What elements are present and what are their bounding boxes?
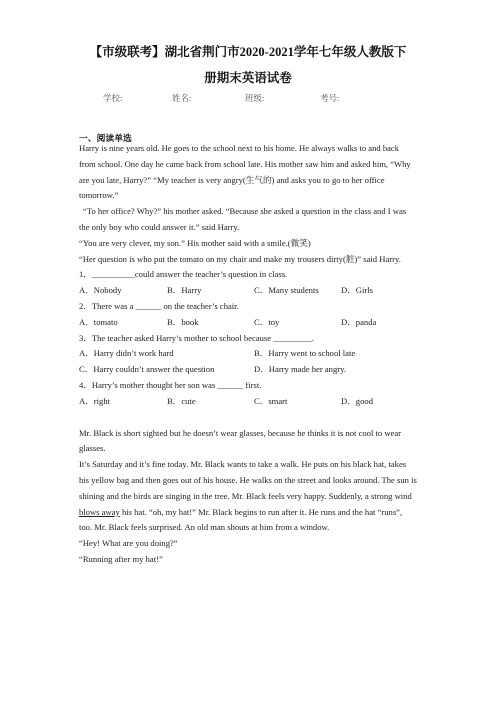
school-label: 学校:	[103, 93, 123, 103]
exam-number-label: 考号:	[320, 93, 340, 103]
option-d: D．Harry made her angry.	[254, 364, 347, 375]
passage1-paragraph: “Her question is who put the tomato on my chair and make my trousers dirty(脏)” said Harry.	[79, 253, 401, 264]
options-row	[79, 362, 417, 378]
options-row	[79, 346, 417, 362]
passage2-text: his hat. “oh, my hat!” Mr. Black begins to run after it. He runs and the hat “runs”, too. Mr. Black feels surprised. An old man shouts at him from a window.	[79, 506, 403, 533]
option-c: C．toy	[254, 316, 280, 327]
option-b: B．cute	[167, 395, 196, 406]
options-row	[79, 315, 417, 331]
passage2-paragraph: “Running after my hat!”	[79, 553, 163, 564]
option-b: B．book	[167, 316, 199, 327]
passage1-paragraph: “You are very clever, my son.” His mother said with a smile.(微笑)	[79, 237, 311, 248]
option-d: D．panda	[341, 316, 377, 327]
option-d: D．Girls	[341, 285, 373, 296]
section-title: 一、阅读单选	[79, 133, 132, 143]
option-d: D．good	[341, 395, 373, 406]
option-b: B．Harry	[167, 285, 202, 296]
question-stem: 2．There was a ______ on the teacher’s chair.	[79, 300, 239, 311]
passage2-paragraph: “Hey! What are you doing?”	[79, 538, 178, 549]
passage2-paragraph: Mr. Black is short sighted but he doesn’t wear glasses, because he thinks it is not cool to wear glasses.	[79, 427, 402, 454]
passage2-text: It’s Saturday and it’s fine today. Mr. Black wants to take a walk. He puts on his black hat, takes his yellow bag and then goes out of his house. He walks on the street and looks around. The sun is shining and the birds are singing in the tree. Mr. Black feels very happy. Suddenly, a strong wind	[79, 459, 417, 501]
option-b: B．Harry went to school late	[254, 348, 356, 359]
option-c: C．smart	[254, 395, 288, 406]
passage2-paragraph	[79, 457, 417, 536]
options-row	[79, 394, 417, 410]
question-stem: 3．The teacher asked Harry’s mother to school because _________.	[79, 332, 315, 343]
option-c: C．Many students	[254, 285, 319, 296]
option-c: C．Harry couldn’t answer the question	[79, 364, 215, 375]
option-a: A．Nobody	[79, 285, 122, 296]
exam-title-line2: 册期末英语试卷	[204, 71, 292, 85]
class-label: 班级:	[245, 93, 265, 103]
option-a: A．tomato	[79, 316, 118, 327]
passage1-paragraph: “To her office? Why?” his mother asked. “Because she asked a question in the class and I was the only boy who could answer it.” said Harry.	[79, 206, 407, 232]
passage1-paragraph: Harry is nine years old. He goes to the school next to his home. He always walks to and back from school. One day he came back from school late. His mother saw him and asked him, “Why are you late, Harry?” “My teacher is very angry(生气的) and asks you to go to her office tomorrow.”	[79, 143, 411, 201]
option-a: A．right	[79, 395, 111, 406]
option-a: A．Harry didn’t work hard	[79, 348, 174, 359]
question-stem: 4．Harry’s mother thought her son was ______ first.	[79, 379, 262, 390]
underlined-phrase: blows away	[79, 506, 120, 517]
exam-title-line1: 【市级联考】湖北省荆门市2020-2021学年七年级人教版下	[89, 45, 407, 59]
question-stem: 1．__________could answer the teacher’s question in class.	[79, 269, 288, 280]
name-label: 姓名:	[172, 93, 192, 103]
options-row	[79, 283, 417, 299]
reading-passage-1	[79, 141, 417, 568]
